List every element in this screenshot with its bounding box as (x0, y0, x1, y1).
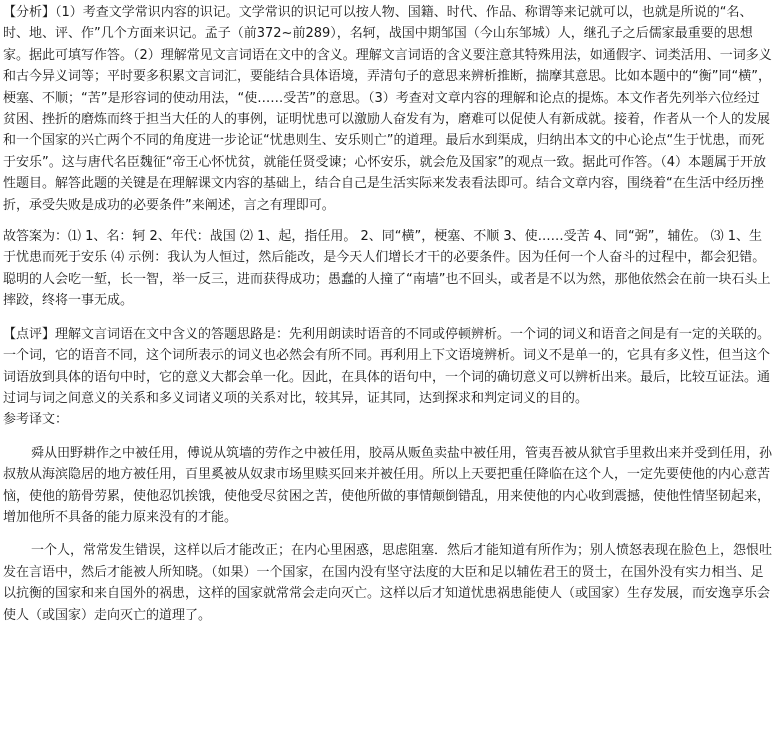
answer-paragraph: 故答案为：⑴ 1、名：轲 2、年代：战国 ⑵ 1、起，指任用。 2、同“横”，梗塞、不顺 3、使……受苦 4、同“弼”，辅佐。 ⑶ 1、生于忧患而死于安乐 ⑷ 示例：我认为人恒过，然后能改，是今天人们增长才干的必要条件。因为任何一个人奋斗的过程中，都会犯错。聪明的人会吃一堑，长一智，举一反三，进而获得成功；愚蠢的人撞了“南墙”也不回头，或者是不以为然，那他依然会在前一块石头上摔跤，终将一事无成。 (3, 229, 771, 309)
comment-label: 【点评】 (3, 326, 56, 342)
analysis-text: （1）考查文学常识内容的识记。文学常识的识记可以按人物、国籍、时代、作品、称谓等来记就可以，也就是所说的“名、时、地、评、作”几个方面来识记。孟子（前372~前289），名轲，战国中期邹国（今山东邹城）人，继孔子之后儒家最重要的思想家。据此可填写作答。（2）理解常见文言词语在文中的含义。理解文言词语的含义要注意其特殊用法，如通假字、词类活用、一词多义和古今异义词等；平时要多积累文言词汇，要能结合具体语境，弄清句子的意思来辨析推断，揣摩其意思。比如本题中的“衡”同“横”，梗塞、不顺；“苦”是形容词的使动用法，“使……受苦”的意思。（3）考查对文章内容的理解和论点的提炼。本文作者先列举六位经过贫困、挫折的磨炼而终于担当大任的人的事例，证明忧患可以激励人奋发有为，磨难可以促使人有新成就。接着，作者从一个人的发展和一个国家的兴亡两个不同的角度进一步论证“忧患则生、安乐则亡”的道理。最后水到渠成，归纳出本文的中心论点“生于忧患，而死于安乐”。这与唐代名臣魏征“帝王心怀忧贫，就能任贤受谏；心怀安乐，就会危及国家”的观点一致。据此可作答。（4）本题属于开放性题目。解答此题的关键是在理解课文内容的基础上，结合自己是生活实际来发表看法即可。结合文章内容，围绕着“在生活中经历挫折，承受失败是成功的必要条件”来阐述，言之有理即可。 (3, 5, 772, 213)
comment-text: 理解文言词语在文中含义的答题思路是：先利用朗读时语音的不同或停顿辨析。一个词的词义和语音之间是有一定的关联的。一个词，它的语音不同，这个词所表示的词义也必然会有所不同。再利用上下文语境辨析。词义不是单一的，它具有多义性，但当这个词语放到具体的语句中时，它的意义大都会单一化。因此，在具体的语句中，一个词的确切意义可以辨析出来。最后，比较互证法。通过词与词之间意义的关系和多义词诸义项的关系对比，较其异，证其同，达到探求和判定词义的目的。 (3, 326, 771, 406)
translation-paragraph-2: 一个人，常常发生错误，这样以后才能改正；在内心里困惑，思虑阻塞．然后才能知道有所作为；别人愤怒表现在脸色上，怨恨吐发在言语中，然后才能被人所知晓。（如果）一个国家，在国内没有坚守法度的大臣和足以辅佐君王的贤士，在国外没有实力相当、足以抗衡的国家和来自国外的祸患，这样的国家就常常会走向灭亡。这样以后才知道忧患祸患能使人（或国家）生存发展，而安逸享乐会使人（或国家）走向灭亡的道理了。 (3, 543, 773, 623)
analysis-paragraph (3, 2, 772, 216)
comment-paragraph (3, 324, 772, 410)
analysis-label: 【分析】 (3, 5, 56, 20)
translation-paragraph-1: 舜从田野耕作之中被任用，傅说从筑墙的劳作之中被任用，胶鬲从贩鱼卖盐中被任用，管夷吾被从狱官手里救出来并受到任用，孙叔敖从海滨隐居的地方被任用，百里奚被从奴隶市场里赎买回来并被任用。所以上天要把重任降临在这个人，一定先要使他的内心意苦恼，使他的筋骨劳累，使他忍饥挨饿，使他受尽贫困之苦，使他所做的事情颠倒错乱，用来使他的内心收到震撼，使他性情坚韧起来，增加他所不具备的能力原来没有的才能。 (3, 445, 773, 525)
translation-heading: 参考译文： (3, 412, 69, 428)
